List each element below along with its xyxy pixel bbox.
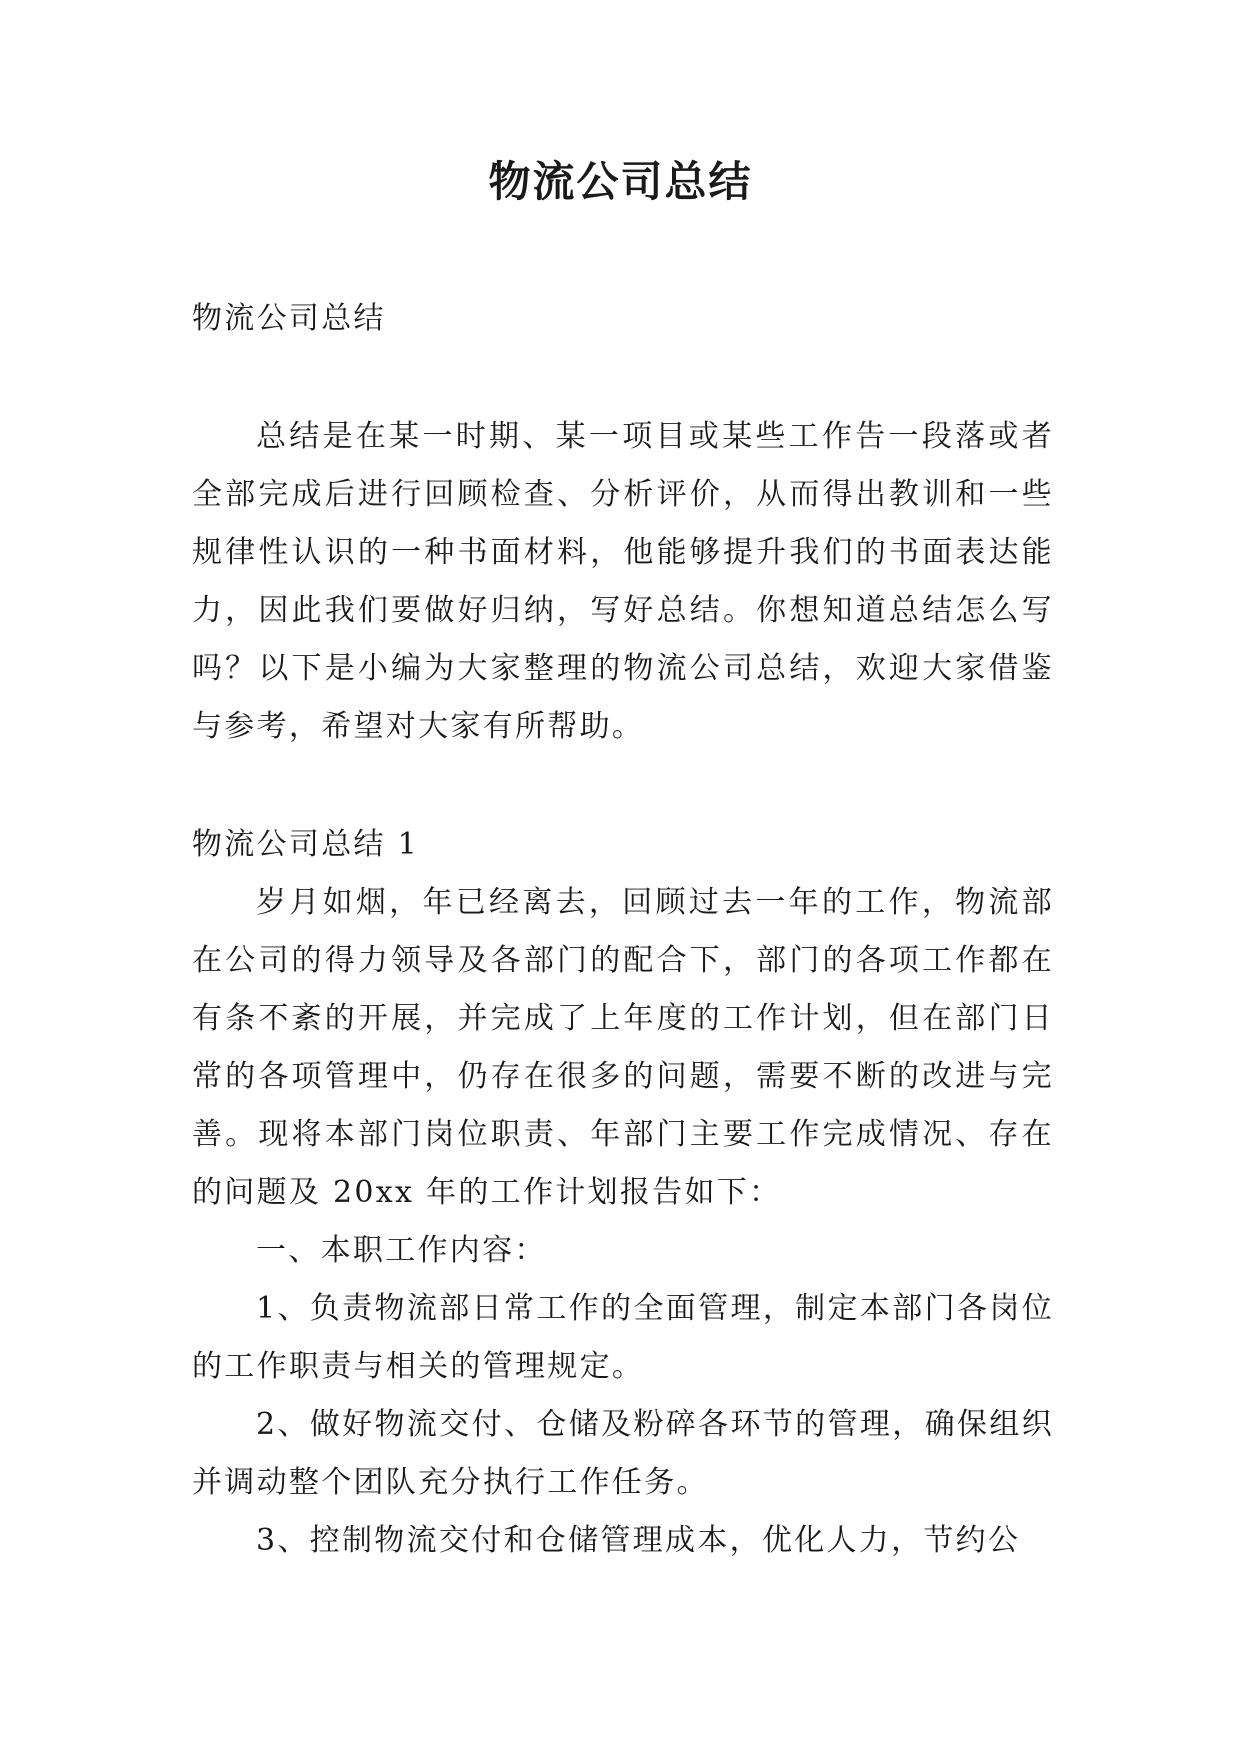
document-subtitle: 物流公司总结 bbox=[192, 301, 386, 336]
document-body bbox=[192, 290, 1054, 1570]
intro-paragraph: 总结是在某一时期、某一项目或某些工作告一段落或者全部完成后进行回顾检查、分析评价，从而得出教训和一些规律性认识的一种书面材料，他能够提升我们的书面表达能力，因此我们要做好归纳，写好总结。你想知道总结怎么写吗？以下是小编为大家整理的物流公司总结，欢迎大家借鉴与参考，希望对大家有所帮助。 bbox=[192, 419, 1054, 744]
spacer bbox=[192, 348, 1054, 408]
body-paragraph: 3、控制物流交付和仓储管理成本，优化人力，节约公 bbox=[256, 1523, 1021, 1558]
spacer bbox=[192, 756, 1054, 816]
body-paragraph: 2、做好物流交付、仓储及粉碎各环节的管理，确保组织并调动整个团队充分执行工作任务。 bbox=[192, 1407, 1054, 1500]
section-heading: 物流公司总结 1 bbox=[192, 827, 420, 862]
document-title: 物流公司总结 bbox=[488, 157, 753, 206]
body-paragraph: 1、负责物流部日常工作的全面管理，制定本部门各岗位的工作职责与相关的管理规定。 bbox=[192, 1291, 1054, 1384]
body-paragraph: 一、本职工作内容： bbox=[256, 1233, 547, 1268]
body-paragraph: 岁月如烟，年已经离去，回顾过去一年的工作，物流部在公司的得力领导及各部门的配合下，部门的各项工作都在有条不紊的开展，并完成了上年度的工作计划，但在部门日常的各项管理中，仍存在很多的问题，需要不断的改进与完善。现将本部门岗位职责、年部门主要工作完成情况、存在的问题及 20xx 年的工作计划报告如下： bbox=[192, 885, 1054, 1210]
